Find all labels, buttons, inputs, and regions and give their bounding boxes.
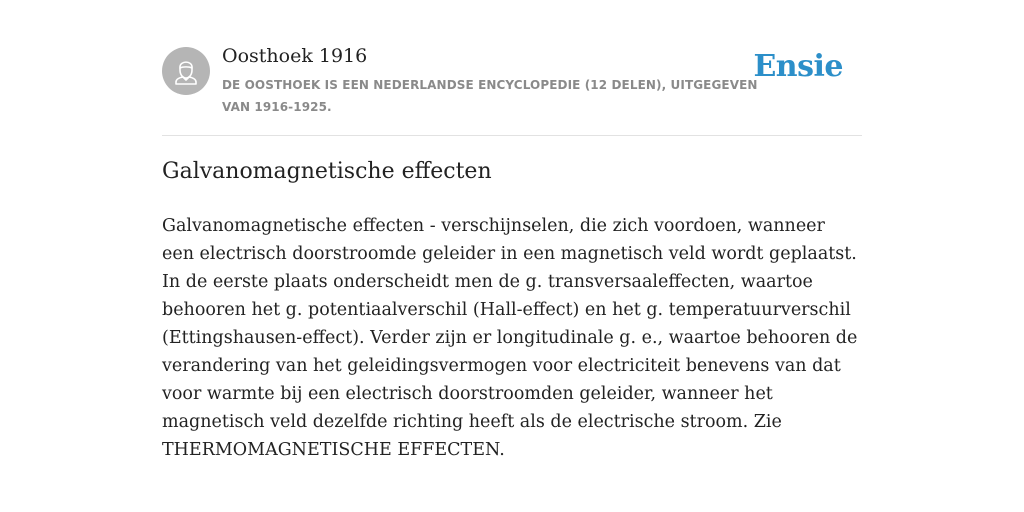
ensie-logo[interactable]: Ensie: [753, 49, 843, 84]
header-divider: [162, 135, 862, 136]
source-name[interactable]: Oosthoek 1916: [222, 45, 368, 67]
source-header: [162, 44, 862, 134]
article-title: Galvanomagnetische effecten: [162, 159, 492, 184]
user-placeholder-icon: [162, 47, 210, 95]
source-description: DE OOSTHOEK IS EEN NEDERLANDSE ENCYCLOPEDIE (12 DELEN), UITGEGEVEN VAN 1916-1925.: [222, 78, 758, 114]
source-avatar[interactable]: [162, 47, 210, 95]
article-body: Galvanomagnetische effecten - verschijnselen, die zich voordoen, wanneer een electrisch doorstroomde geleider in een magnetisch veld wordt geplaatst. In de eerste plaats onderscheidt men de g. transversaaleffecten, waartoe behooren het g. potentiaalverschil (Hall-effect) en het g. temperatuurverschil (Ettingshausen-effect). Verder zijn er longitudinale g. e., waartoe behooren de verandering van het geleidingsvermogen voor electriciteit benevens van dat voor warmte bij een electrisch doorstroomden geleider, wanneer het magnetisch veld dezelfde richting heeft als de electrische stroom. Zie THERMOMAGNETISCHE EFFECTEN.: [162, 216, 858, 460]
